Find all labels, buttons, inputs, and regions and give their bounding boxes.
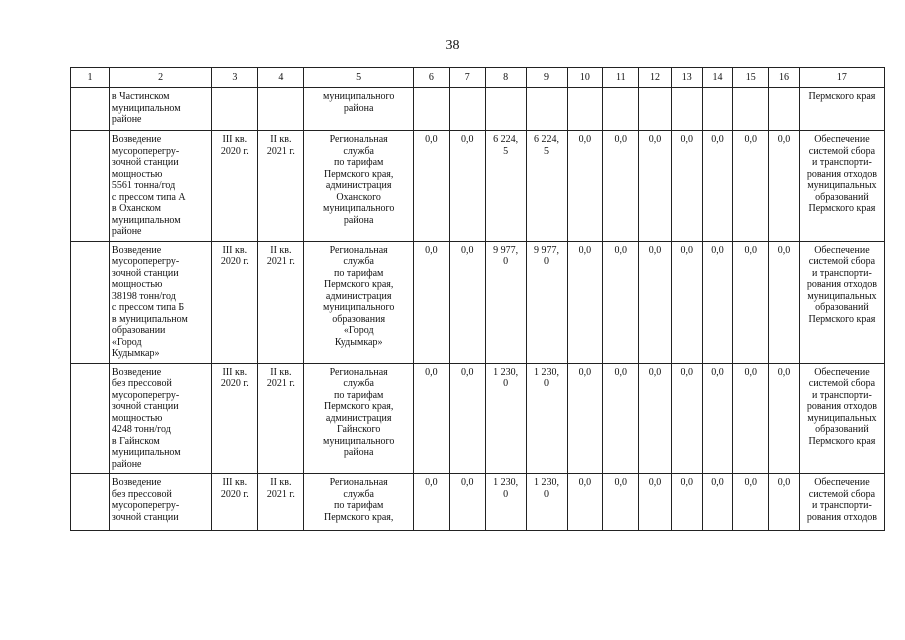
amount-cell: 1 230, 0	[485, 474, 526, 531]
start-date-cell: III кв. 2020 г.	[212, 474, 258, 531]
measures-table	[70, 67, 885, 531]
amount-cell	[639, 88, 672, 131]
column-header: 6	[413, 68, 449, 88]
amount-cell: 0,0	[702, 241, 733, 363]
end-date-cell: II кв. 2021 г.	[258, 474, 304, 531]
result-cell: Обеспечение системой сбора и транспорти- рования отходов	[799, 474, 884, 531]
amount-cell: 0,0	[449, 363, 485, 474]
amount-cell: 0,0	[639, 131, 672, 242]
measure-name-cell: Возведение мусороперегру- зочной станции мощностью 5561 тонна/год с прессом типа А в Оханском муниципальном районе	[109, 131, 211, 242]
amount-cell: 0,0	[603, 363, 639, 474]
amount-cell: 0,0	[413, 131, 449, 242]
amount-cell	[413, 88, 449, 131]
amount-cell: 0,0	[449, 131, 485, 242]
amount-cell: 0,0	[733, 131, 769, 242]
amount-cell: 0,0	[671, 131, 702, 242]
start-date-cell: III кв. 2020 г.	[212, 241, 258, 363]
amount-cell	[526, 88, 567, 131]
result-cell: Обеспечение системой сбора и транспорти- рования отходов муниципальных образований Пермского края	[799, 363, 884, 474]
responsible-cell: муниципального района	[304, 88, 414, 131]
amount-cell: 0,0	[733, 474, 769, 531]
responsible-cell: Региональная служба по тарифам Пермского края, администрация муниципального образования «Город Кудымкар»	[304, 241, 414, 363]
column-header: 7	[449, 68, 485, 88]
amount-cell	[733, 88, 769, 131]
amount-cell: 0,0	[733, 241, 769, 363]
amount-cell: 0,0	[671, 241, 702, 363]
amount-cell	[485, 88, 526, 131]
amount-cell: 1 230, 0	[526, 363, 567, 474]
column-header: 8	[485, 68, 526, 88]
result-cell: Пермского края	[799, 88, 884, 131]
column-header: 14	[702, 68, 733, 88]
amount-cell: 0,0	[449, 241, 485, 363]
amount-cell	[702, 88, 733, 131]
amount-cell: 0,0	[567, 363, 603, 474]
amount-cell: 0,0	[769, 474, 800, 531]
column-header: 4	[258, 68, 304, 88]
table-row	[71, 131, 885, 242]
amount-cell: 0,0	[639, 241, 672, 363]
row-number-cell	[71, 88, 110, 131]
end-date-cell	[258, 88, 304, 131]
amount-cell: 0,0	[671, 363, 702, 474]
amount-cell: 0,0	[702, 363, 733, 474]
row-number-cell	[71, 363, 110, 474]
column-header: 3	[212, 68, 258, 88]
amount-cell: 0,0	[603, 131, 639, 242]
measure-name-cell: Возведение мусороперегру- зочной станции мощностью 38198 тонн/год с прессом типа Б в муниципальном образовании «Город Кудымкар»	[109, 241, 211, 363]
column-header: 2	[109, 68, 211, 88]
end-date-cell: II кв. 2021 г.	[258, 241, 304, 363]
amount-cell: 0,0	[639, 474, 672, 531]
amount-cell	[567, 88, 603, 131]
column-header: 15	[733, 68, 769, 88]
table-row	[71, 363, 885, 474]
start-date-cell: III кв. 2020 г.	[212, 131, 258, 242]
amount-cell: 0,0	[567, 131, 603, 242]
row-number-cell	[71, 474, 110, 531]
header-row	[71, 68, 885, 88]
amount-cell: 0,0	[413, 241, 449, 363]
table-row	[71, 88, 885, 131]
amount-cell: 0,0	[671, 474, 702, 531]
amount-cell	[603, 88, 639, 131]
amount-cell	[769, 88, 800, 131]
amount-cell: 1 230, 0	[526, 474, 567, 531]
row-number-cell	[71, 131, 110, 242]
amount-cell: 0,0	[702, 474, 733, 531]
table-row	[71, 474, 885, 531]
measure-name-cell: в Частинском муниципальном районе	[109, 88, 211, 131]
amount-cell	[449, 88, 485, 131]
table-row	[71, 241, 885, 363]
measure-name-cell: Возведение без прессовой мусороперегру- зочной станции	[109, 474, 211, 531]
column-header: 16	[769, 68, 800, 88]
amount-cell	[671, 88, 702, 131]
row-number-cell	[71, 241, 110, 363]
amount-cell: 0,0	[567, 241, 603, 363]
column-header: 17	[799, 68, 884, 88]
amount-cell: 0,0	[769, 131, 800, 242]
column-header: 1	[71, 68, 110, 88]
column-header: 11	[603, 68, 639, 88]
column-header: 10	[567, 68, 603, 88]
result-cell: Обеспечение системой сбора и транспорти- рования отходов муниципальных образований Пермского края	[799, 131, 884, 242]
amount-cell: 0,0	[639, 363, 672, 474]
table-body	[71, 88, 885, 531]
start-date-cell: III кв. 2020 г.	[212, 363, 258, 474]
column-header: 9	[526, 68, 567, 88]
amount-cell: 6 224, 5	[485, 131, 526, 242]
end-date-cell: II кв. 2021 г.	[258, 131, 304, 242]
start-date-cell	[212, 88, 258, 131]
amount-cell: 0,0	[449, 474, 485, 531]
amount-cell: 0,0	[769, 241, 800, 363]
responsible-cell: Региональная служба по тарифам Пермского края, администрация Оханского муниципального района	[304, 131, 414, 242]
responsible-cell: Региональная служба по тарифам Пермского края, администрация Гайнского муниципального района	[304, 363, 414, 474]
column-header: 5	[304, 68, 414, 88]
responsible-cell: Региональная служба по тарифам Пермского края,	[304, 474, 414, 531]
amount-cell: 9 977, 0	[526, 241, 567, 363]
column-header: 13	[671, 68, 702, 88]
page-number: 38	[445, 38, 460, 53]
amount-cell: 0,0	[769, 363, 800, 474]
amount-cell: 6 224, 5	[526, 131, 567, 242]
amount-cell: 0,0	[413, 363, 449, 474]
column-header: 12	[639, 68, 672, 88]
result-cell: Обеспечение системой сбора и транспорти- рования отходов муниципальных образований Пермского края	[799, 241, 884, 363]
amount-cell: 1 230, 0	[485, 363, 526, 474]
end-date-cell: II кв. 2021 г.	[258, 363, 304, 474]
amount-cell: 0,0	[603, 474, 639, 531]
amount-cell: 0,0	[733, 363, 769, 474]
amount-cell: 0,0	[413, 474, 449, 531]
amount-cell: 0,0	[603, 241, 639, 363]
amount-cell: 0,0	[702, 131, 733, 242]
amount-cell: 0,0	[567, 474, 603, 531]
amount-cell: 9 977, 0	[485, 241, 526, 363]
measure-name-cell: Возведение без прессовой мусороперегру- зочной станции мощностью 4248 тонн/год в Гайнском муниципальном районе	[109, 363, 211, 474]
